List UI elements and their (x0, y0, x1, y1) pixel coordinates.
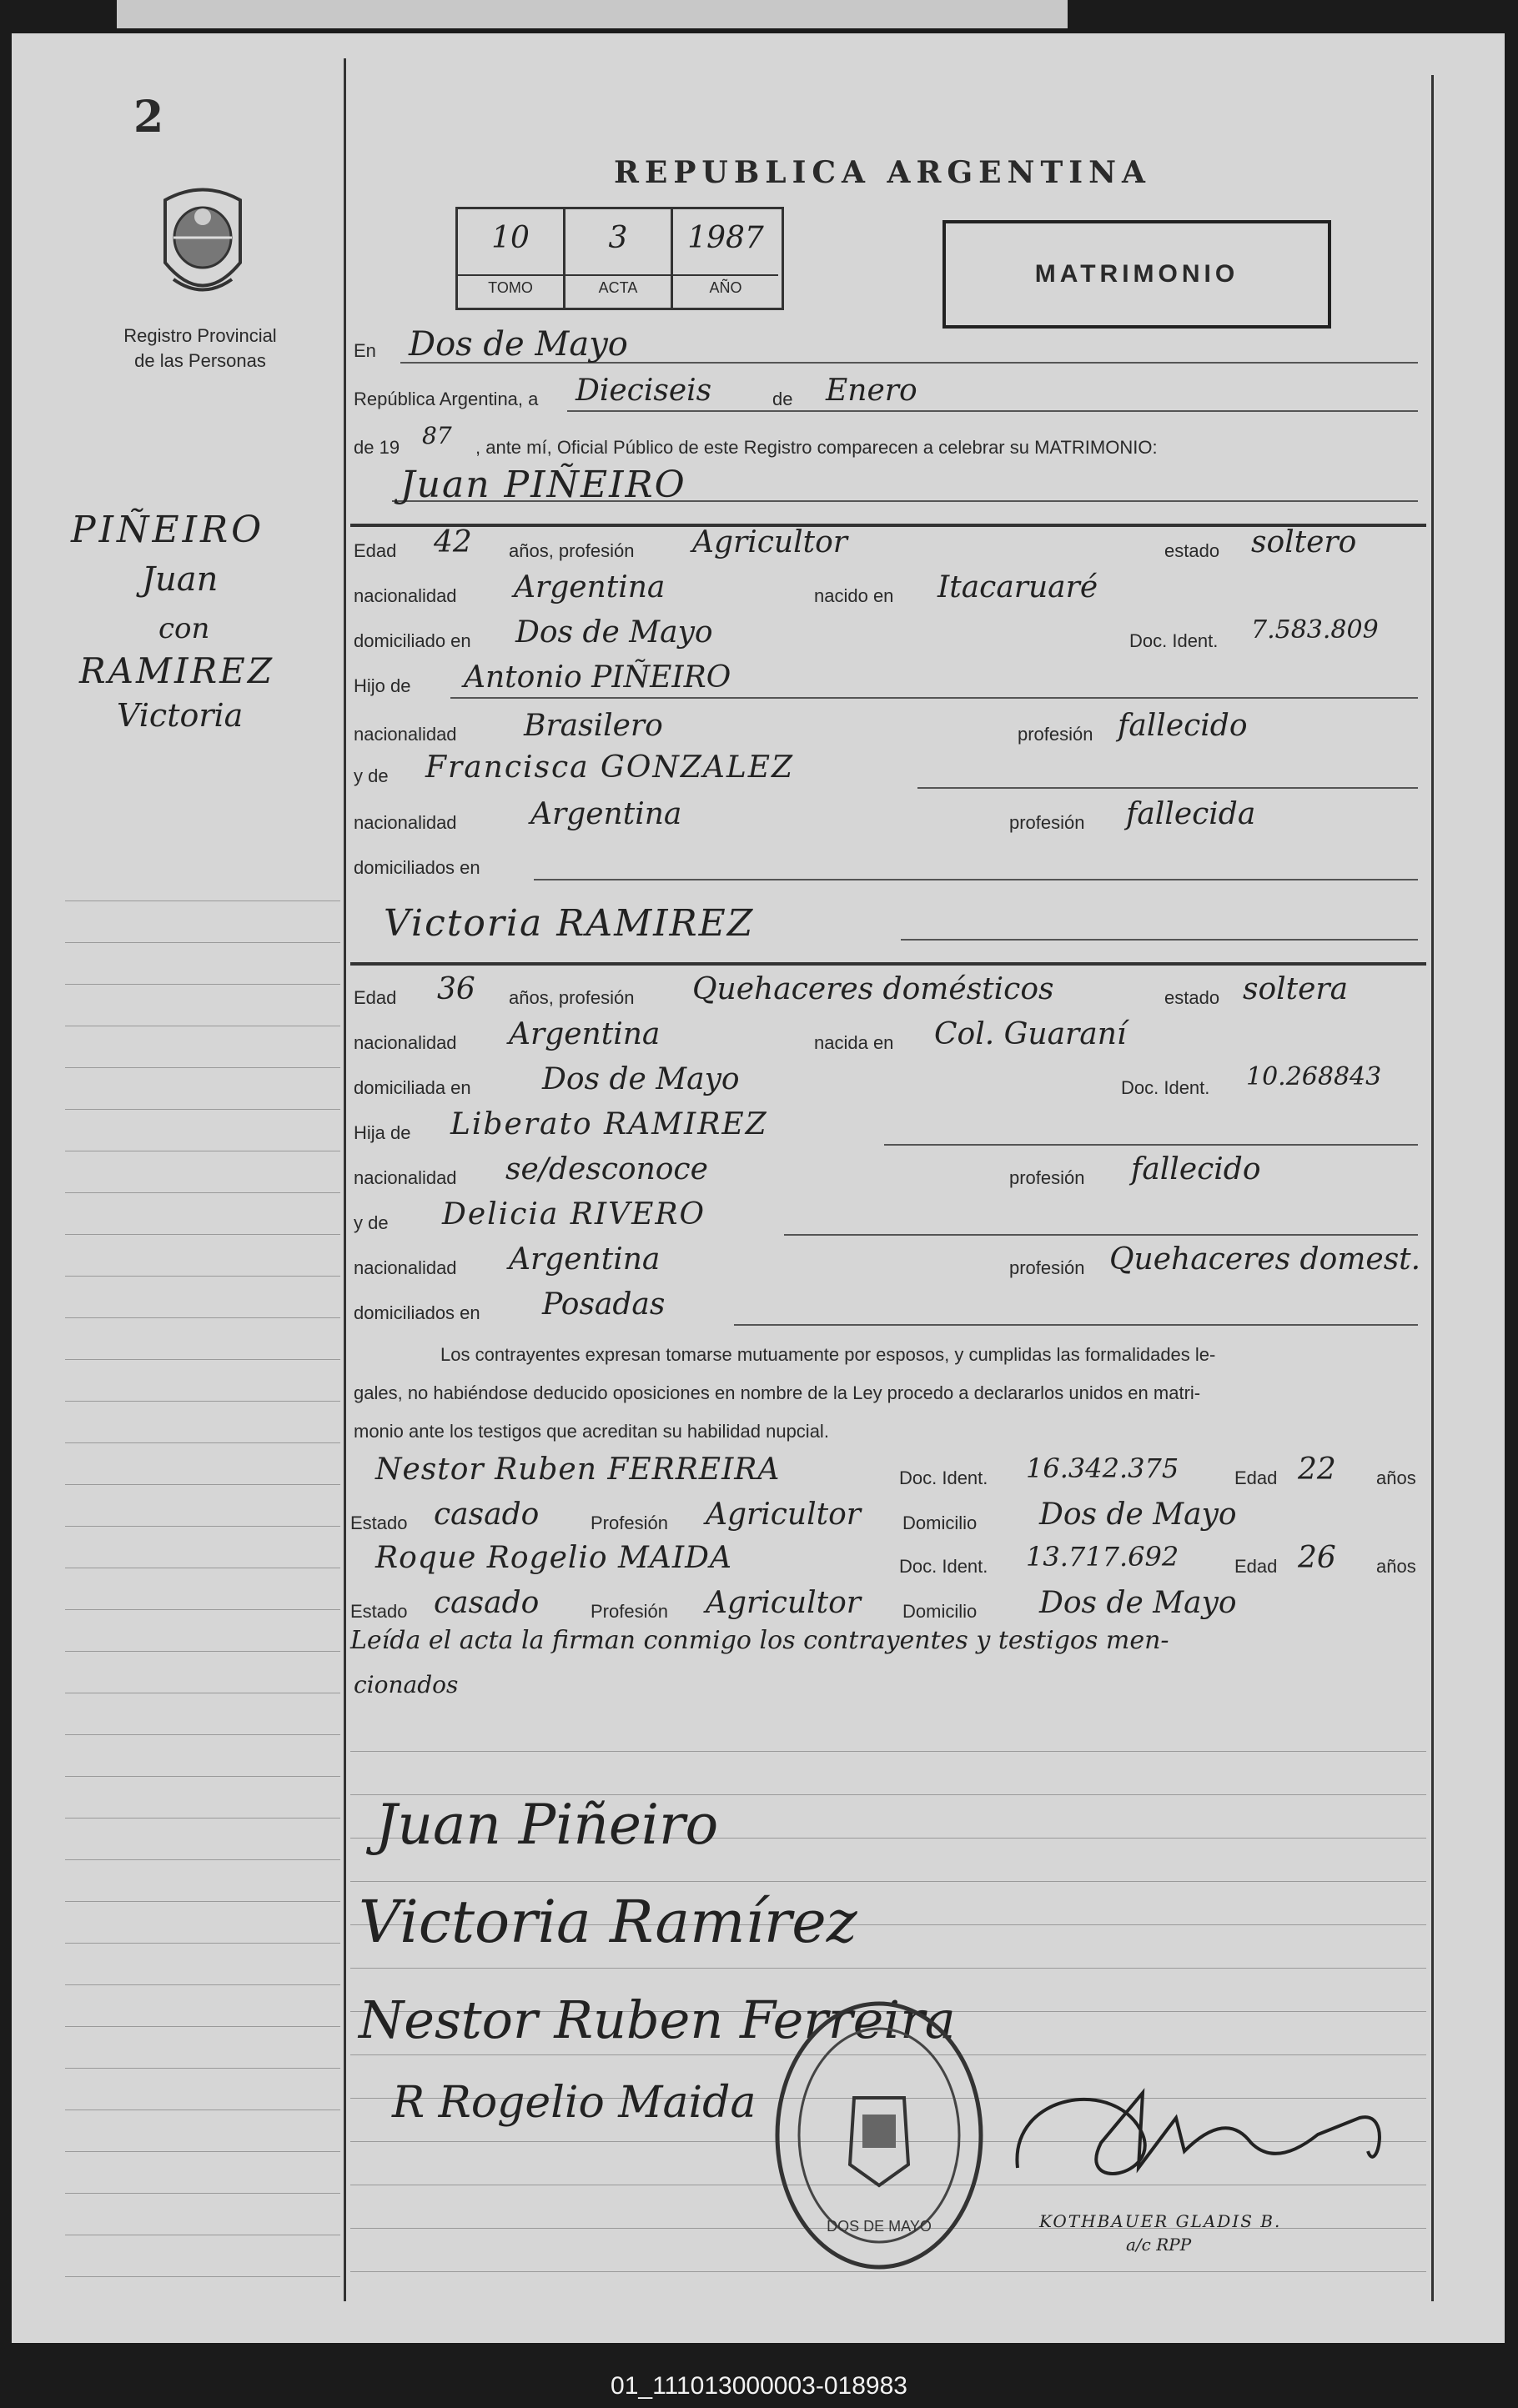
month-value: Enero (826, 374, 917, 408)
years-label: años (1376, 1556, 1416, 1577)
nac-label: nacionalidad (354, 1167, 457, 1188)
age-label: Edad (354, 540, 397, 561)
margin-line (65, 2068, 340, 2069)
margin-note-name: Juan (142, 560, 219, 599)
doc-label: Doc. Ident. (1129, 630, 1219, 651)
groom-profession: Agricultor (692, 525, 847, 559)
prof-label: profesión (1009, 1257, 1085, 1278)
record-box-divider (458, 274, 563, 276)
nacido-label: nacido en (814, 585, 894, 606)
doc-label: Doc. Ident. (899, 1556, 988, 1577)
margin-line (65, 1401, 340, 1402)
margin-rule (344, 58, 346, 2301)
bride-age: 36 (437, 972, 475, 1006)
yde-label: y de (354, 1212, 389, 1233)
page-number: 2 (133, 92, 164, 143)
prof-label: profesión (1009, 812, 1085, 833)
margin-line (65, 1359, 340, 1360)
groom-doc: 7.583.809 (1251, 615, 1379, 645)
margin-line (65, 1859, 340, 1860)
groom-mother-nat: Argentina (530, 797, 682, 831)
hija-label: Hija de (354, 1122, 411, 1143)
g8-rule (534, 879, 1418, 880)
margin-line (65, 2276, 340, 2277)
margin-line (65, 2193, 340, 2194)
bride-father: Liberato RAMIREZ (450, 1107, 768, 1141)
prof-label: profesión (1009, 1167, 1085, 1188)
record-box-label: TOMO (488, 279, 533, 296)
b8-rule (734, 1324, 1418, 1326)
groom-age: 42 (434, 525, 472, 559)
witness-domicile: Dos de Mayo (1039, 1586, 1237, 1620)
bride-father-nat: se/desconoce (505, 1152, 708, 1186)
margin-line (65, 2026, 340, 2027)
margin-note-surname-2: RAMIREZ (79, 650, 275, 691)
signature-ruled-line (350, 1751, 1426, 1752)
witness-profession: Agricultor (706, 1497, 861, 1532)
signature-witness-1: Nestor Ruben Ferreira (359, 1989, 956, 2050)
margin-line (65, 1526, 340, 1527)
coat-of-arms-icon (148, 183, 257, 309)
dom-label: Domicilio (902, 1601, 978, 1622)
declaration-line: Los contrayentes expresan tomarse mutuamente por esposos, y cumplidas las formalidades le- (440, 1344, 1216, 1365)
groom-birthplace: Itacaruaré (937, 570, 1098, 605)
registry-name (92, 324, 309, 374)
prof-label: años, profesión (509, 987, 635, 1008)
hijo-label: Hijo de (354, 675, 411, 696)
bride-nationality: Argentina (509, 1017, 661, 1051)
estado-label: estado (1164, 540, 1220, 561)
estado-label: Estado (350, 1601, 408, 1622)
margin-line (65, 1609, 340, 1610)
record-box-label: ACTA (598, 279, 638, 296)
margin-note-con: con (158, 612, 210, 645)
margin-note-surname: PIÑEIRO (71, 509, 265, 551)
de-label: de (772, 389, 793, 409)
registry-line-1: Registro Provincial (123, 325, 277, 346)
groom-estado: soltero (1251, 525, 1357, 559)
margin-line (65, 1317, 340, 1318)
document-type-box: MATRIMONIO (942, 220, 1331, 329)
margin-line (65, 1067, 340, 1068)
signature-groom: Juan Piñeiro (375, 1793, 719, 1857)
witness-name: Roque Rogelio MAIDA (375, 1541, 732, 1575)
record-box-2 (673, 209, 778, 308)
bride-profession: Quehaceres domésticos (692, 972, 1054, 1006)
doc-label: Doc. Ident. (1121, 1077, 1210, 1098)
bride-name-rule (901, 939, 1418, 941)
prof-label: años, profesión (509, 540, 635, 561)
witness-age: 26 (1298, 1541, 1336, 1575)
bride-estado: soltera (1243, 972, 1349, 1006)
officer-name: KOTHBAUER GLADIS B. (1039, 2211, 1282, 2231)
country-title: REPUBLICA ARGENTINA (614, 155, 1151, 190)
nac-label: nacionalidad (354, 1032, 457, 1053)
margin-line (65, 1984, 340, 1985)
margin-line (65, 942, 340, 943)
prof-label: Profesión (591, 1601, 668, 1622)
bride-name: Victoria RAMIREZ (384, 902, 755, 945)
doms-label: domiciliados en (354, 1302, 480, 1323)
intro-date-rule (567, 410, 1418, 412)
margin-line (65, 984, 340, 985)
nacida-label: nacida en (814, 1032, 894, 1053)
witness-doc: 16.342.375 (1026, 1452, 1179, 1484)
record-box-value: 1987 (687, 221, 764, 255)
yde-label: y de (354, 765, 389, 786)
declaration-line: gales, no habiéndose deducido oposiciones en nombre de la Ley procedo a declararlos unidos en matri- (354, 1382, 1201, 1403)
registry-line-2: de las Personas (134, 350, 266, 371)
signature-ruled-line (350, 1968, 1426, 1969)
witness-estado: casado (434, 1497, 540, 1532)
record-box-1 (565, 209, 673, 308)
day-value: Dieciseis (576, 374, 712, 408)
margin-line (65, 2151, 340, 2152)
witness-domicile: Dos de Mayo (1039, 1497, 1237, 1532)
estado-label: estado (1164, 987, 1220, 1008)
year-value: 87 (422, 422, 452, 449)
record-box-divider (673, 274, 778, 276)
bride-birthplace: Col. Guaraní (934, 1017, 1127, 1051)
g6-rule (917, 787, 1418, 789)
officer-title: a/c RPP (1126, 2235, 1192, 2255)
margin-line (65, 1651, 340, 1652)
groom-father: Antonio PIÑEIRO (464, 660, 731, 695)
bride-parents-domicile: Posadas (542, 1287, 666, 1322)
nac-label: nacionalidad (354, 585, 457, 606)
dom-label: Domicilio (902, 1513, 978, 1533)
age-label: Edad (1234, 1556, 1278, 1577)
dom-label: domiciliada en (354, 1077, 471, 1098)
signature-bride: Victoria Ramírez (359, 1888, 857, 1956)
prof-label: Profesión (591, 1513, 668, 1533)
groom-father-nat: Brasilero (524, 709, 663, 743)
margin-line (65, 1818, 340, 1819)
witness-name: Nestor Ruben FERREIRA (375, 1452, 781, 1487)
doms-label: domiciliados en (354, 857, 480, 878)
footer-image-id: 01_111013000003-018983 (611, 2372, 907, 2400)
margin-line (65, 1276, 340, 1277)
adjacent-page-edge (117, 0, 1068, 28)
age-label: Edad (354, 987, 397, 1008)
official-seal-icon (771, 1998, 988, 2273)
doc-label: Doc. Ident. (899, 1467, 988, 1488)
record-box-value: 3 (608, 221, 628, 255)
witness-age: 22 (1298, 1452, 1336, 1487)
margin-note-name-2: Victoria (117, 697, 244, 734)
b4-rule (884, 1144, 1418, 1146)
b6-rule (784, 1234, 1418, 1236)
margin-line (65, 1192, 340, 1193)
nac-label: nacionalidad (354, 1257, 457, 1278)
bride-mother-prof: Quehaceres domest. (1109, 1242, 1421, 1277)
groom-nationality: Argentina (514, 570, 666, 605)
record-number-box (455, 207, 784, 310)
groom-father-prof: fallecido (1118, 709, 1248, 743)
estado-label: Estado (350, 1513, 408, 1533)
seal-text-fragment: DOS DE MAYO (827, 2218, 932, 2235)
g4-rule (450, 697, 1418, 699)
groom-mother-prof: fallecida (1126, 797, 1256, 831)
closing-line-2: cionados (354, 1671, 459, 1698)
republica-label: República Argentina, a (354, 389, 539, 409)
place-value: Dos de Mayo (409, 325, 628, 364)
margin-line (65, 1234, 340, 1235)
margin-line (65, 1734, 340, 1735)
bride-domicile: Dos de Mayo (542, 1062, 740, 1096)
margin-line (65, 1943, 340, 1944)
officer-signature (1001, 2059, 1418, 2210)
en-label: En (354, 340, 376, 361)
closing-line-1: Leída el acta la firman conmigo los contrayentes y testigos men- (350, 1626, 1169, 1655)
margin-line (65, 1442, 340, 1443)
signature-ruled-line (350, 1881, 1426, 1882)
dom-label: domiciliado en (354, 630, 471, 651)
prof-label: profesión (1018, 724, 1093, 745)
groom-name: Juan PIÑEIRO (400, 464, 686, 506)
bride-block-top (350, 962, 1426, 966)
groom-domicile: Dos de Mayo (515, 615, 713, 650)
right-rule (1431, 75, 1434, 2301)
margin-line (65, 1484, 340, 1485)
margin-line (65, 900, 340, 901)
witness-estado: casado (434, 1586, 540, 1620)
age-label: Edad (1234, 1467, 1278, 1488)
bride-doc: 10.268843 (1246, 1062, 1382, 1091)
bride-mother: Delicia RIVERO (442, 1197, 706, 1232)
year-prefix: de 19 (354, 437, 400, 458)
years-label: años (1376, 1467, 1416, 1488)
intro-rest: , ante mí, Oficial Público de este Registro comparecen a celebrar su MATRIMONIO: (475, 437, 1158, 458)
margin-line (65, 1776, 340, 1777)
witness-profession: Agricultor (706, 1586, 861, 1620)
nac-label: nacionalidad (354, 812, 457, 833)
groom-mother: Francisca GONZALEZ (425, 750, 795, 785)
witness-doc: 13.717.692 (1026, 1541, 1179, 1573)
record-box-0 (458, 209, 565, 308)
bride-mother-nat: Argentina (509, 1242, 661, 1277)
signature-witness-2: R Rogelio Maida (392, 2078, 756, 2128)
declaration-line: monio ante los testigos que acreditan su habilidad nupcial. (354, 1421, 829, 1442)
nac-label: nacionalidad (354, 724, 457, 745)
record-box-divider (565, 274, 671, 276)
margin-line (65, 1901, 340, 1902)
bride-father-prof: fallecido (1131, 1152, 1261, 1186)
record-box-label: AÑO (709, 279, 742, 296)
record-box-value: 10 (491, 221, 530, 255)
margin-line (65, 1109, 340, 1110)
